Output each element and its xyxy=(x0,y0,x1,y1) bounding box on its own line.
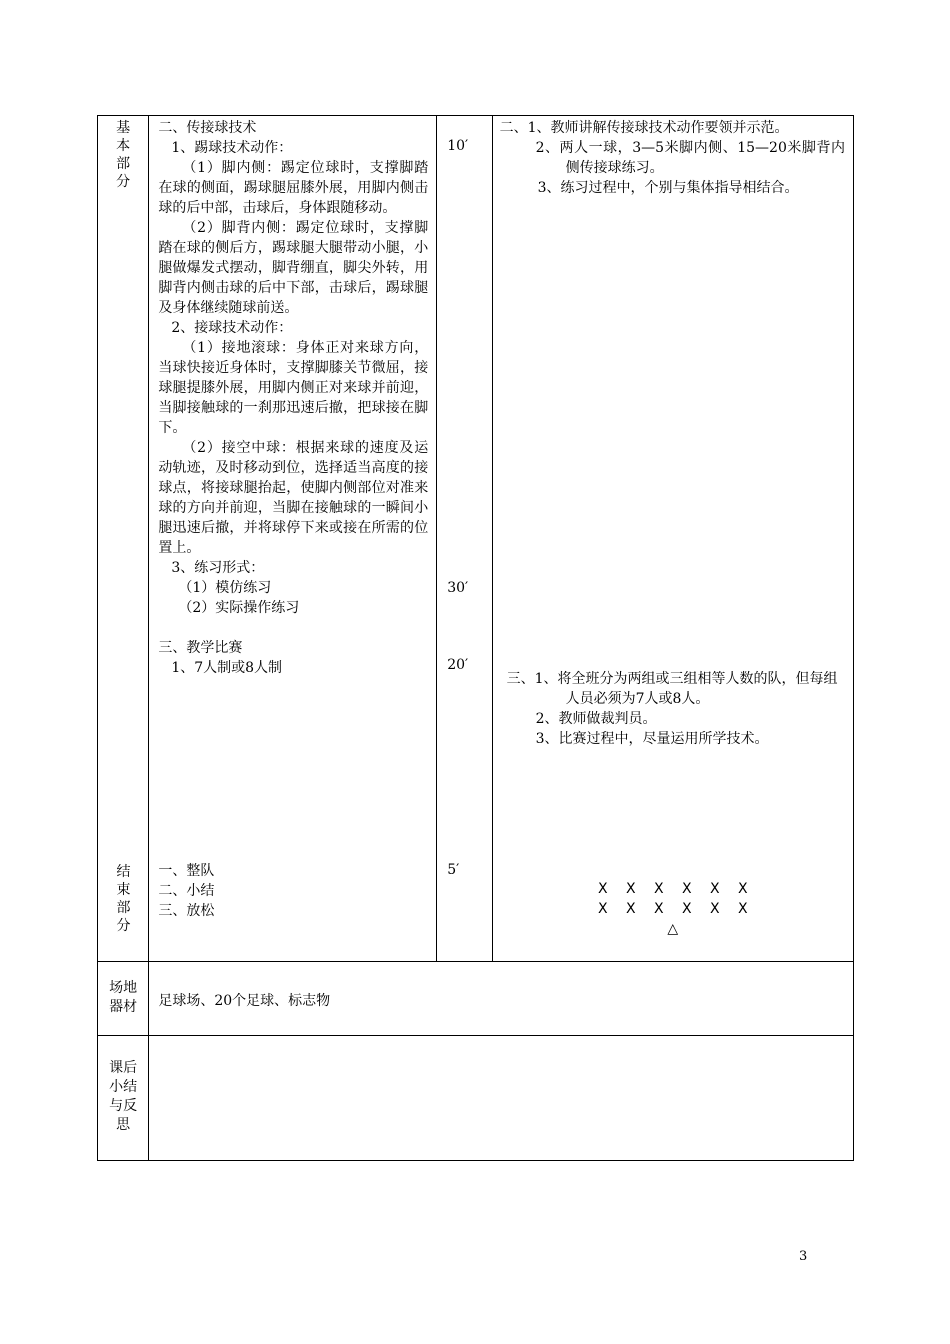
summary-content xyxy=(149,1036,854,1161)
org-step: 三、1、将全班分为两组或三组相等人数的队，但每组人员必须为7人或8人。 xyxy=(506,671,838,707)
receive-air-ball: （2）接空中球：根据来球的速度及运动轨迹，及时移动到位，选择适当高度的接球点，将接球腿抬起，使脚内侧部位对准来球的方向并前迎，当脚在接触球的一瞬间小腿迅速后撤，并将球停下来或接在所需的位置上。 xyxy=(158,440,429,556)
end-part-label: 结束部分 xyxy=(116,864,131,934)
org-step: 3、练习过程中，个别与集体指导相结合。 xyxy=(537,180,799,196)
time-end: 5′ xyxy=(447,862,460,878)
receive-ground-ball: （1）接地滚球：身体正对来球方向，当球快接近身体时，支撑脚膝关节微屈，接球腿提膝外展，用脚内侧正对来球并前迎，当脚接触球的一刹那迅速后撤，把球接在脚下。 xyxy=(158,340,429,436)
student-mark: X xyxy=(625,881,636,897)
student-mark: X xyxy=(653,901,664,917)
venue-label: 场地器材 xyxy=(109,980,138,1015)
student-mark: X xyxy=(681,881,692,897)
end-item: 一、整队 xyxy=(158,863,215,879)
org-step: 3、比赛过程中，尽量运用所学技术。 xyxy=(535,731,769,747)
subheading-receiving: 2、接球技术动作： xyxy=(171,320,293,336)
match-format: 1、7人制或8人制 xyxy=(171,660,283,676)
summary-row xyxy=(98,1036,854,1161)
student-row xyxy=(493,879,853,899)
formation-diagram xyxy=(493,879,853,939)
student-mark: X xyxy=(625,901,636,917)
end-item: 三、放松 xyxy=(158,903,215,919)
lesson-plan-table xyxy=(97,115,854,1161)
student-mark: X xyxy=(709,901,720,917)
basic-part-label: 基本部分 xyxy=(116,120,131,190)
student-row xyxy=(493,899,853,919)
practice-actual: （2）实际操作练习 xyxy=(178,600,300,616)
main-row xyxy=(98,116,854,962)
basic-content xyxy=(149,116,436,678)
section-label-cell xyxy=(98,116,149,962)
heading-match: 三、教学比赛 xyxy=(158,640,243,656)
org-step: 二、1、教师讲解传接球技术动作要领并示范。 xyxy=(499,120,789,136)
subheading-kicking: 1、踢球技术动作： xyxy=(171,140,293,156)
organization-passing xyxy=(493,116,853,198)
org-step: 2、两人一球，3—5米脚内侧、15—20米脚背内侧传接球练习。 xyxy=(535,140,845,176)
summary-label: 课后小结与反思 xyxy=(109,1060,138,1133)
student-mark: X xyxy=(709,881,720,897)
practice-imitation: （1）模仿练习 xyxy=(178,580,272,596)
student-mark: X xyxy=(597,881,608,897)
venue-text: 足球场、20个足球、标志物 xyxy=(158,993,331,1009)
teacher-row xyxy=(493,919,853,939)
end-item: 二、小结 xyxy=(158,883,215,899)
organization-cell xyxy=(492,116,853,962)
page-number: 3 xyxy=(799,1249,808,1264)
end-content xyxy=(158,861,214,921)
student-mark: X xyxy=(737,881,748,897)
student-mark: X xyxy=(681,901,692,917)
heading-passing: 二、传接球技术 xyxy=(158,120,257,136)
student-mark: X xyxy=(737,901,748,917)
subheading-practice: 3、练习形式： xyxy=(171,560,265,576)
organization-match xyxy=(500,669,845,749)
student-mark: X xyxy=(653,881,664,897)
time-passing: 10′ xyxy=(447,138,469,154)
content-cell xyxy=(149,116,437,962)
time-cell xyxy=(437,116,492,962)
time-practice: 30′ xyxy=(447,580,469,596)
student-mark: X xyxy=(597,901,608,917)
kick-inside-foot: （1）脚内侧：踢定位球时，支撑脚踏在球的侧面，踢球腿屈膝外展，用脚内侧击球的后中部，击球后，身体跟随移动。 xyxy=(158,160,429,216)
time-match: 20′ xyxy=(447,657,469,673)
teacher-mark: △ xyxy=(667,921,679,937)
venue-row xyxy=(98,962,854,1036)
kick-instep-inside: （2）脚背内侧：踢定位球时，支撑脚踏在球的侧后方，踢球腿大腿带动小腿，小腿做爆发式摆动，脚背绷直，脚尖外转，用脚背内侧击球的后中下部，击球后，踢球腿及身体继续随球前送。 xyxy=(158,220,429,316)
org-step: 2、教师做裁判员。 xyxy=(535,711,657,727)
